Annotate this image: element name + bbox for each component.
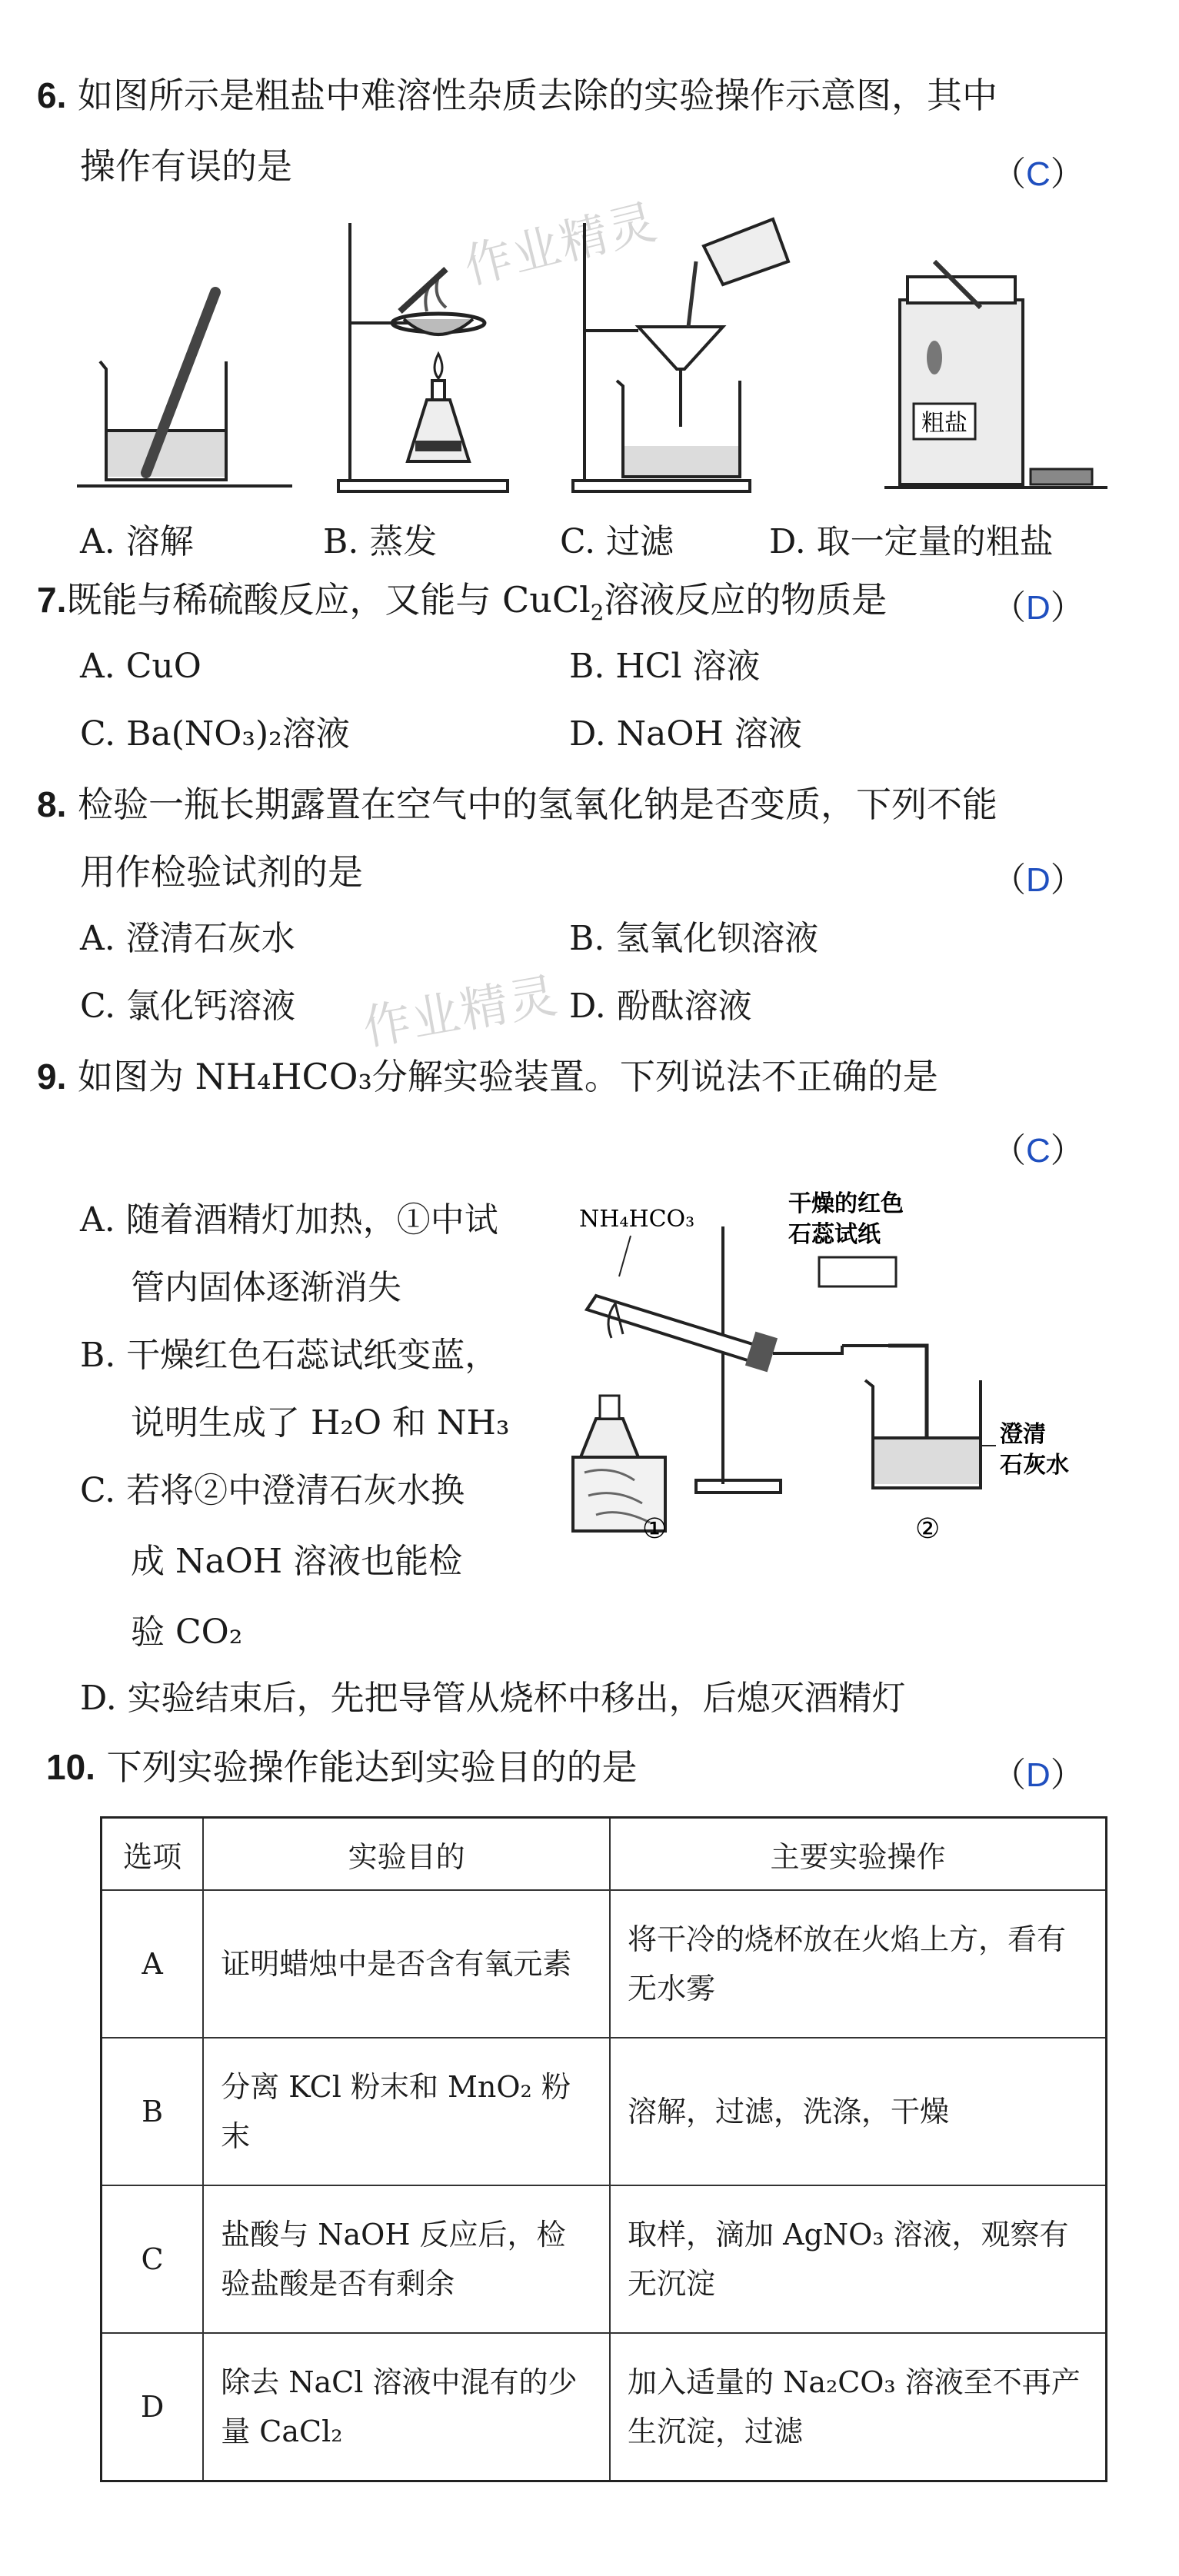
- paren-open: （: [992, 588, 1026, 627]
- reagent-label: NH₄HCO₃: [579, 1206, 695, 1233]
- q9-option-b-2: 说明生成了 H₂O 和 NH₃: [131, 1403, 510, 1443]
- q8-answer: [992, 852, 1084, 901]
- row-operation: 取样，滴加 AgNO₃ 溶液，观察有无沉淀: [610, 2185, 1107, 2333]
- row-option: C: [102, 2185, 204, 2333]
- q7-text-sub: 2: [590, 600, 604, 626]
- q9-option-a-2: 管内固体逐渐消失: [131, 1268, 401, 1307]
- paren-close: ）: [1050, 155, 1084, 194]
- q9-option-c-1: C. 若将②中澄清石灰水换: [80, 1471, 465, 1510]
- q6-caption-d: D. 取一定量的粗盐: [769, 522, 1054, 561]
- q9-option-c-2: 成 NaOH 溶液也能检: [131, 1542, 463, 1581]
- table-row: [102, 2038, 1107, 2185]
- q9-option-d: D. 实验结束后，先把导管从烧杯中移出，后熄灭酒精灯: [80, 1679, 906, 1718]
- paren-close: ）: [1050, 860, 1084, 900]
- table-row: [102, 2333, 1107, 2481]
- q8-line1: [37, 783, 997, 826]
- q7-option-d: D. NaOH 溶液: [569, 714, 802, 754]
- q7-answer-letter: D: [1026, 589, 1051, 627]
- header-operation: 主要实验操作: [610, 1818, 1107, 1891]
- q7-answer: [992, 580, 1084, 629]
- paren-open: （: [992, 860, 1026, 900]
- row-purpose: 盐酸与 NaOH 反应后，检验盐酸是否有剩余: [203, 2185, 610, 2333]
- table-header-row: [102, 1818, 1107, 1891]
- q9-option-b-1: B. 干燥红色石蕊试纸变蓝，: [80, 1336, 499, 1375]
- q7-line: [37, 578, 887, 634]
- q6-text-1: 如图所示是粗盐中难溶性杂质去除的实验操作示意图，其中: [78, 75, 997, 116]
- q6-caption-b: B. 蒸发: [323, 522, 438, 561]
- paren-close: ）: [1050, 1756, 1084, 1795]
- row-purpose: 分离 KCl 粉末和 MnO₂ 粉末: [203, 2038, 610, 2185]
- q9-number: 9.: [37, 1057, 67, 1097]
- q7-text-a: 既能与稀硫酸反应，又能与 CuCl: [66, 579, 591, 621]
- q10-answer: [992, 1747, 1084, 1796]
- figure-num-2: ②: [915, 1513, 941, 1545]
- q7-option-c: C. Ba(NO₃)₂溶液: [80, 714, 350, 754]
- row-purpose: 除去 NaCl 溶液中混有的少量 CaCl₂: [203, 2333, 610, 2481]
- q6-answer-letter: C: [1026, 155, 1051, 193]
- experiment-table: [100, 1816, 1107, 2482]
- q8-option-a: A. 澄清石灰水: [80, 919, 295, 958]
- water-label-2: 石灰水: [1000, 1452, 1069, 1479]
- q6-answer: [992, 146, 1084, 195]
- jar-label: 粗盐: [921, 410, 968, 437]
- q8-line2: 用作检验试剂的是: [80, 851, 363, 893]
- q10-text: 下列实验操作能达到实验目的的是: [106, 1746, 638, 1788]
- q8-number: 8.: [37, 784, 67, 824]
- dissolving-figure: [77, 292, 292, 486]
- paren-open: （: [992, 155, 1026, 194]
- table-row: [102, 1890, 1107, 2038]
- q8-text-1: 检验一瓶长期露置在空气中的氢氧化钠是否变质，下列不能: [78, 784, 997, 825]
- watermark: 作业精灵: [358, 967, 563, 1057]
- paren-open: （: [992, 1756, 1026, 1795]
- reagent-jar-figure: [884, 261, 1107, 488]
- q9-text-1: 如图为 NH₄HCO₃分解实验装置。下列说法不正确的是: [78, 1056, 938, 1097]
- q10-line: [46, 1746, 638, 1789]
- q6-line2: 操作有误的是: [80, 145, 292, 187]
- row-option: A: [102, 1890, 204, 2038]
- q8-answer-letter: D: [1026, 861, 1051, 899]
- q7-option-a: A. CuO: [80, 647, 201, 686]
- q7-option-b: B. HCl 溶液: [569, 647, 761, 686]
- q9-apparatus-figure: [565, 1188, 1119, 1549]
- q9-answer-letter: C: [1026, 1132, 1051, 1170]
- paren-close: ）: [1050, 1131, 1084, 1170]
- row-option: B: [102, 2038, 204, 2185]
- paren-open: （: [992, 1131, 1026, 1170]
- q6-line1: [37, 74, 997, 117]
- row-operation: 溶解，过滤，洗涤，干燥: [610, 2038, 1107, 2185]
- row-operation: 将干冷的烧杯放在火焰上方，看有无水雾: [610, 1890, 1107, 2038]
- q9-answer: [992, 1123, 1084, 1172]
- q6-apparatus-figures: [77, 215, 1123, 508]
- figure-num-1: ①: [642, 1513, 668, 1545]
- filtration-figure: [573, 219, 788, 491]
- q6-number: 6.: [37, 75, 67, 115]
- row-option: D: [102, 2333, 204, 2481]
- row-purpose: 证明蜡烛中是否含有氧元素: [203, 1890, 610, 2038]
- q7-number: 7.: [37, 580, 67, 620]
- q8-option-d: D. 酚酞溶液: [569, 987, 752, 1026]
- q9-option-c-3: 验 CO₂: [131, 1612, 243, 1652]
- paren-close: ）: [1050, 588, 1084, 627]
- water-label-1: 澄清: [1000, 1421, 1046, 1448]
- header-option: 选项: [102, 1818, 204, 1891]
- q10-number: 10.: [46, 1747, 95, 1787]
- q8-option-b: B. 氢氧化钡溶液: [569, 919, 819, 958]
- paper-label-1: 干燥的红色: [788, 1190, 904, 1217]
- evaporation-figure: [338, 223, 508, 491]
- paper-label-2: 石蕊试纸: [788, 1221, 881, 1248]
- header-purpose: 实验目的: [203, 1818, 610, 1891]
- table-row: [102, 2185, 1107, 2333]
- q9-option-a-1: A. 随着酒精灯加热，①中试: [80, 1200, 498, 1240]
- q7-text-b: 溶液反应的物质是: [604, 579, 888, 621]
- q6-caption-a: A. 溶解: [80, 522, 194, 561]
- q6-caption-c: C. 过滤: [560, 522, 674, 561]
- row-operation: 加入适量的 Na₂CO₃ 溶液至不再产生沉淀，过滤: [610, 2333, 1107, 2481]
- q8-option-c: C. 氯化钙溶液: [80, 987, 296, 1026]
- watermark: 作业精灵: [458, 192, 664, 295]
- q10-answer-letter: D: [1026, 1756, 1051, 1794]
- q9-line1: [37, 1055, 938, 1098]
